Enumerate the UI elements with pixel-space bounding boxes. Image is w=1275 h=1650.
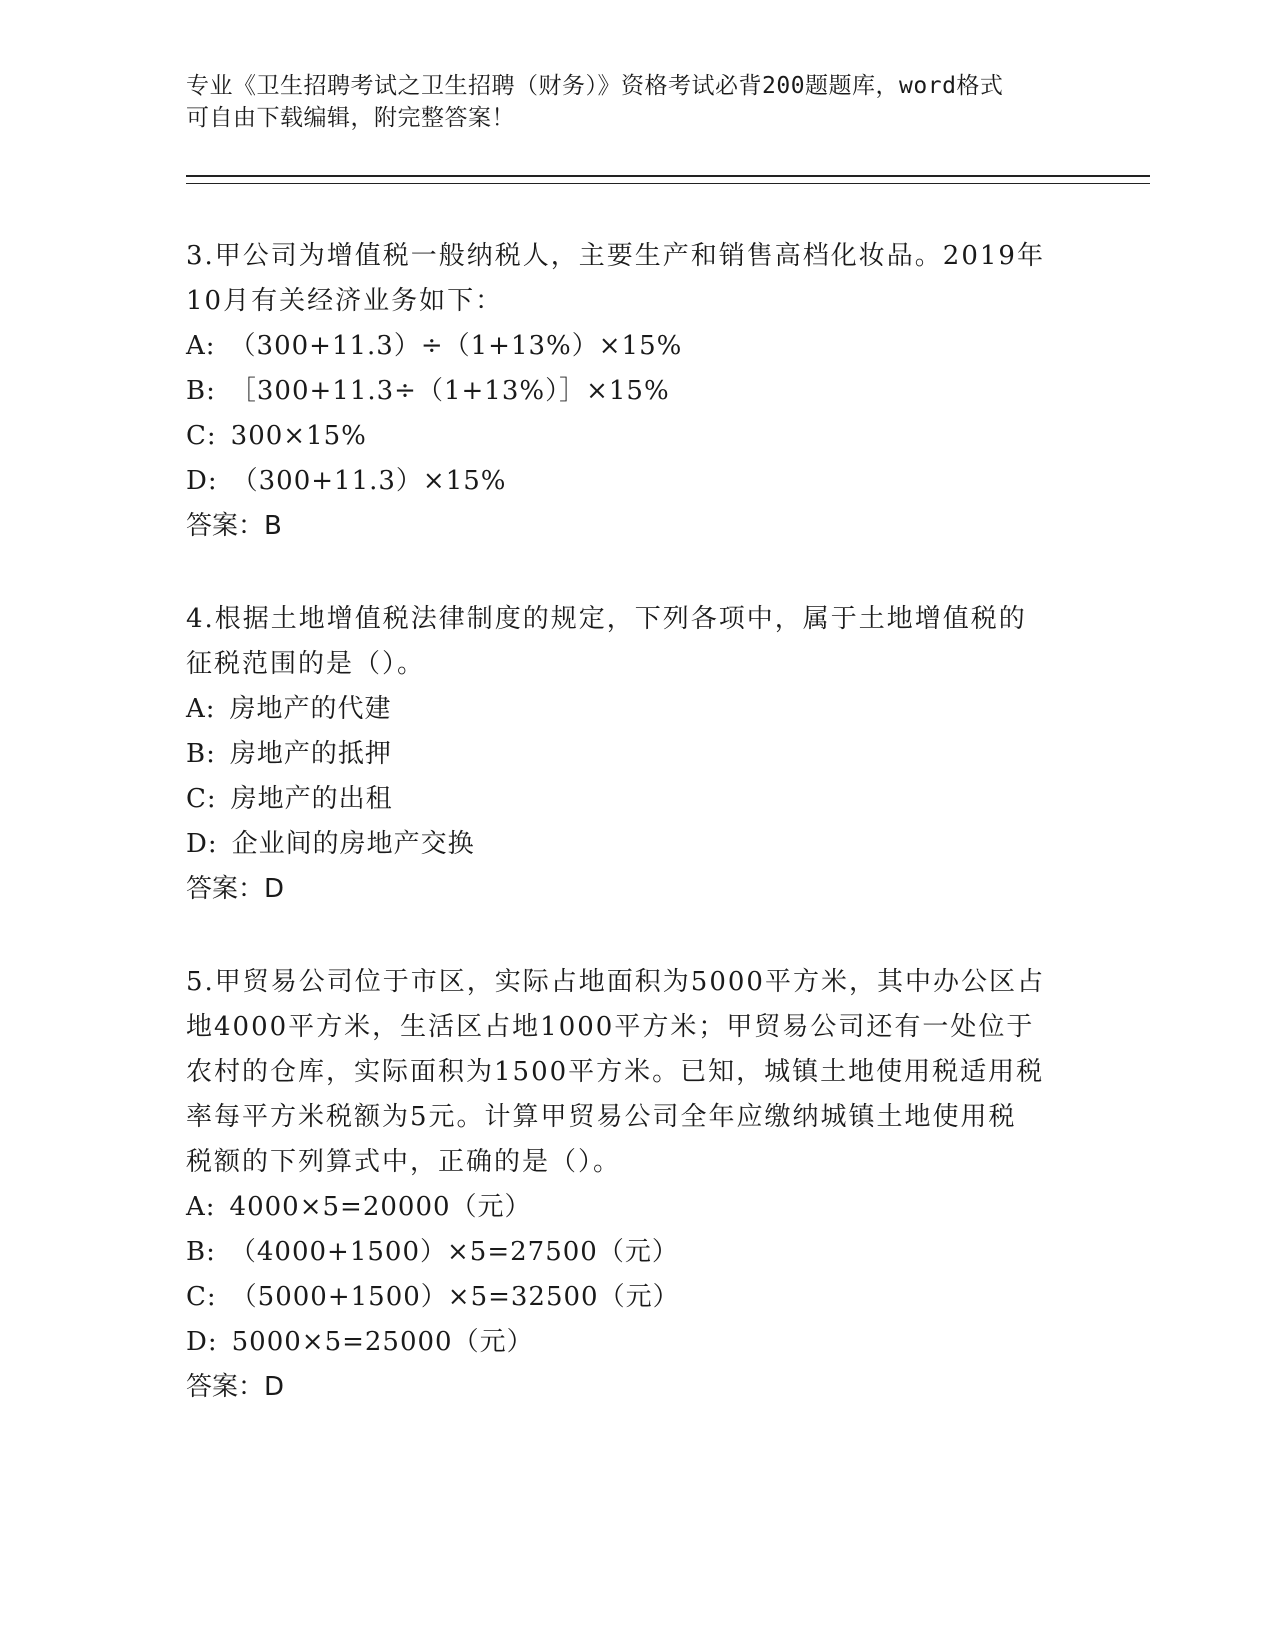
- option-letter: C:: [186, 421, 217, 451]
- question-list: [186, 234, 1086, 1458]
- answer-label: 答案：B: [186, 511, 282, 541]
- option-c: [186, 414, 1086, 459]
- option-a: [186, 1185, 1086, 1230]
- option-text: （4000+1500）×5=27500（元）: [229, 1237, 679, 1267]
- option-letter: D:: [186, 1327, 218, 1357]
- header-title-line-1: 专业《卫生招聘考试之卫生招聘（财务）》资格考试必背200题题库，word格式: [186, 73, 1004, 99]
- option-letter: C:: [186, 784, 217, 814]
- header-title-line-2: 可自由下载编辑，附完整答案！: [186, 105, 515, 131]
- header-divider: [186, 175, 1150, 184]
- option-c: [186, 1275, 1086, 1320]
- answer-label: 答案：D: [186, 874, 285, 904]
- option-letter: B:: [186, 376, 216, 406]
- option-letter: A:: [186, 694, 216, 724]
- option-d: [186, 1320, 1086, 1365]
- option-c: [186, 777, 1086, 822]
- question-stem-line: 农村的仓库，实际面积为1500平方米。已知，城镇土地使用税适用税: [186, 1057, 1045, 1087]
- option-letter: A:: [186, 1192, 216, 1222]
- option-d: [186, 459, 1086, 504]
- question-stem-line: 10月有关经济业务如下：: [186, 286, 504, 316]
- option-text: （5000+1500）×5=32500（元）: [230, 1282, 680, 1312]
- option-d: [186, 822, 1086, 867]
- question-stem-line: 地4000平方米，生活区占地1000平方米；甲贸易公司还有一处位于: [186, 1012, 1035, 1042]
- question-stem-line: 4.根据土地增值税法律制度的规定，下列各项中，属于土地增值税的: [186, 604, 1027, 634]
- option-a: [186, 687, 1086, 732]
- option-b: [186, 1230, 1086, 1275]
- option-text: ［300+11.3÷（1+13%）］×15%: [229, 376, 670, 406]
- option-text: （300+11.3）÷（1+13%）×15%: [229, 331, 683, 361]
- option-text: 房地产的代建: [229, 694, 392, 724]
- question-5: [186, 960, 1086, 1410]
- option-letter: B:: [186, 1237, 216, 1267]
- question-stem-line: 5.甲贸易公司位于市区，实际占地面积为5000平方米，其中办公区占: [186, 967, 1045, 997]
- option-letter: D:: [186, 466, 218, 496]
- option-a: [186, 324, 1086, 369]
- option-b: [186, 732, 1086, 777]
- question-stem-line: 率每平方米税额为5元。计算甲贸易公司全年应缴纳城镇土地使用税: [186, 1102, 1017, 1132]
- document-header: [186, 70, 1086, 134]
- option-letter: B:: [186, 739, 216, 769]
- question-stem-line: 征税范围的是（）。: [186, 649, 426, 679]
- answer-label: 答案：D: [186, 1372, 285, 1402]
- option-letter: D:: [186, 829, 218, 859]
- option-text: 300×15%: [230, 421, 367, 451]
- question-stem-line: 税额的下列算式中，正确的是（）。: [186, 1147, 622, 1177]
- option-text: （300+11.3）×15%: [231, 466, 507, 496]
- option-b: [186, 369, 1086, 414]
- option-text: 房地产的出租: [230, 784, 393, 814]
- option-text: 企业间的房地产交换: [231, 829, 475, 859]
- option-text: 房地产的抵押: [229, 739, 392, 769]
- question-4: [186, 597, 1086, 912]
- option-letter: A:: [186, 331, 216, 361]
- question-stem-line: 3.甲公司为增值税一般纳税人，主要生产和销售高档化妆品。2019年: [186, 241, 1045, 271]
- option-text: 5000×5=25000（元）: [231, 1327, 534, 1357]
- option-text: 4000×5=20000（元）: [229, 1192, 532, 1222]
- option-letter: C:: [186, 1282, 217, 1312]
- question-3: [186, 234, 1086, 549]
